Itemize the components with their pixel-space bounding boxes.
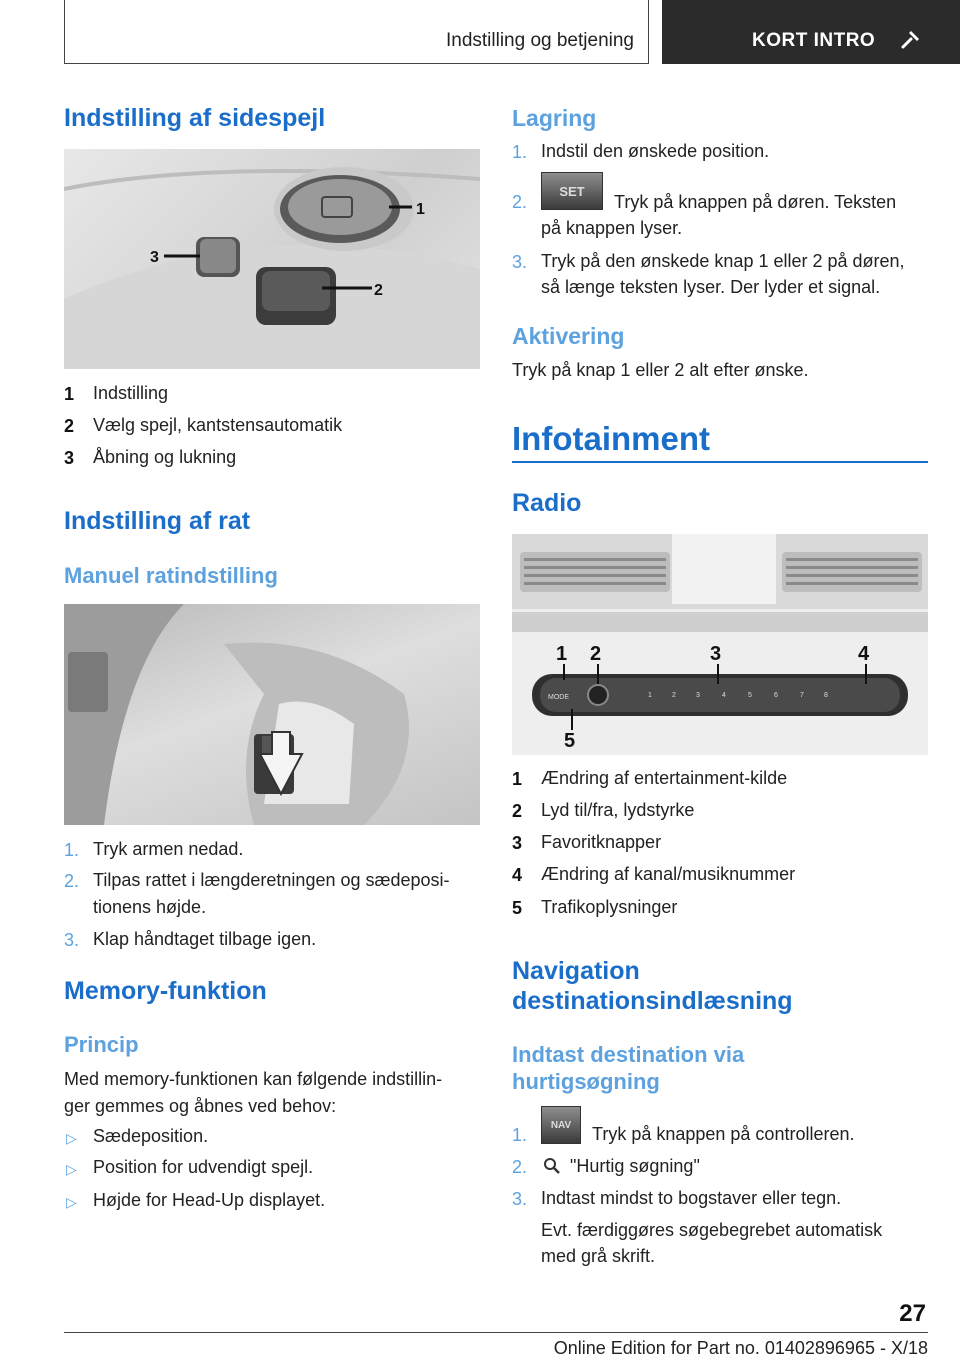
wheel-step-text: Tryk armen nedad. bbox=[93, 839, 244, 859]
footer-edition: Online Edition for Part no. 01402896965 - X/18 bbox=[553, 1338, 928, 1358]
radio-preset-label: 1 bbox=[648, 692, 652, 699]
storage-step-num: 1. bbox=[512, 142, 528, 162]
mirror-callout-1: 1 bbox=[416, 201, 425, 218]
radio-preset-label: 6 bbox=[774, 692, 778, 699]
radio-preset-label: 5 bbox=[748, 692, 752, 699]
radio-callout-1: 1 bbox=[556, 643, 568, 665]
radio-preset-label: 4 bbox=[722, 692, 726, 699]
radio-preset-label: 8 bbox=[824, 692, 828, 699]
steering-lever-image bbox=[64, 604, 480, 825]
mirror-controls-image bbox=[64, 149, 480, 369]
storage-step-num: 3. bbox=[512, 252, 528, 272]
section-rule bbox=[512, 461, 928, 463]
radio-preset-label: 7 bbox=[800, 692, 804, 699]
memory-bullet: Position for udvendigt spejl. bbox=[93, 1157, 314, 1177]
storage-step-text: Tryk på den ønskede knap 1 eller 2 på døren, bbox=[541, 251, 905, 271]
mirror-item-text: Åbning og lukning bbox=[93, 447, 237, 467]
radio-item-text: Lyd til/fra, lydstyrke bbox=[541, 800, 695, 820]
radio-item-text: Ændring af kanal/musiknummer bbox=[541, 864, 796, 884]
navigation-title: destinationsindlæsning bbox=[512, 987, 793, 1015]
memory-title: Memory-funktion bbox=[64, 977, 267, 1005]
mirror-item-num: 1 bbox=[64, 384, 75, 404]
nav-step-num: 2. bbox=[512, 1157, 528, 1177]
header-section-box bbox=[64, 0, 649, 64]
wheel-step-text: Tilpas rattet i længderetningen og sædeposi- bbox=[93, 870, 450, 890]
bullet-triangle-icon: ▷ bbox=[66, 1161, 77, 1177]
radio-callout-4: 4 bbox=[858, 643, 870, 665]
nav-step-text: Indtast mindst to bogstaver eller tegn. bbox=[541, 1188, 842, 1208]
radio-title: Radio bbox=[512, 489, 582, 517]
set-button-image: SET bbox=[541, 172, 603, 210]
radio-item-num: 2 bbox=[512, 801, 523, 821]
nav-step-text: Evt. færdiggøres søgebegrebet automatisk bbox=[541, 1220, 883, 1240]
activation-title: Aktivering bbox=[512, 323, 625, 349]
storage-step-num: 2. bbox=[512, 192, 528, 212]
memory-bullet: Sædeposition. bbox=[93, 1126, 209, 1146]
mirror-item-text: Vælg spejl, kantstensautomatik bbox=[93, 415, 343, 435]
footer-rule bbox=[64, 1332, 928, 1333]
wheel-step-num: 1. bbox=[64, 840, 80, 860]
nav-step-text: "Hurtig søgning" bbox=[570, 1156, 700, 1176]
radio-mode-label: MODE bbox=[548, 694, 569, 701]
radio-preset-label: 3 bbox=[696, 692, 700, 699]
radio-item-num: 4 bbox=[512, 865, 523, 885]
storage-step-text: Indstil den ønskede position. bbox=[541, 141, 770, 161]
wheel-step-text: tionens højde. bbox=[93, 897, 207, 917]
header-section-title: Indstilling og betjening bbox=[445, 30, 634, 51]
radio-callout-2: 2 bbox=[590, 643, 602, 665]
storage-step-text: på knappen lyser. bbox=[541, 218, 683, 238]
mirror-title: Indstilling af sidespejl bbox=[64, 104, 326, 132]
header-chapter-box bbox=[662, 0, 960, 64]
mirror-item-text: Indstilling bbox=[93, 383, 169, 403]
radio-item-num: 3 bbox=[512, 833, 523, 853]
wheel-step-text: Klap håndtaget tilbage igen. bbox=[93, 929, 317, 949]
radio-item-num: 1 bbox=[512, 769, 523, 789]
search-icon bbox=[543, 1157, 561, 1175]
infotainment-title: Infotainment bbox=[512, 420, 710, 457]
navigation-title: Navigation bbox=[512, 957, 640, 985]
memory-subtitle: Princip bbox=[64, 1032, 139, 1057]
bullet-triangle-icon: ▷ bbox=[66, 1130, 77, 1146]
radio-callout-3: 3 bbox=[710, 643, 722, 665]
navigation-subtitle: Indtast destination via bbox=[512, 1042, 745, 1067]
activation-text: Tryk på knap 1 eller 2 alt efter ønske. bbox=[512, 360, 809, 380]
wheel-step-num: 3. bbox=[64, 930, 80, 950]
nav-step-text: Tryk på knappen på controlleren. bbox=[592, 1124, 855, 1144]
navigation-subtitle: hurtigsøgning bbox=[512, 1069, 660, 1094]
nav-step-num: 1. bbox=[512, 1125, 528, 1145]
wheel-title: Indstilling af rat bbox=[64, 507, 251, 535]
wheel-step-num: 2. bbox=[64, 871, 80, 891]
mirror-item-num: 2 bbox=[64, 416, 75, 436]
radio-callout-5: 5 bbox=[564, 730, 576, 752]
radio-item-text: Ændring af entertainment-kilde bbox=[541, 768, 788, 788]
nav-step-num: 3. bbox=[512, 1189, 528, 1209]
radio-item-num: 5 bbox=[512, 898, 523, 918]
mirror-callout-3: 3 bbox=[150, 249, 159, 266]
nav-button-image: NAV bbox=[541, 1106, 581, 1144]
storage-step-text: Tryk på knappen på døren. Teksten bbox=[614, 192, 897, 212]
memory-bullet: Højde for Head-Up displayet. bbox=[93, 1190, 326, 1210]
memory-intro-line: Med memory-funktionen kan følgende indstillin- bbox=[64, 1069, 443, 1089]
bullet-triangle-icon: ▷ bbox=[66, 1194, 77, 1210]
radio-item-text: Favoritknapper bbox=[541, 832, 662, 852]
memory-intro-line: ger gemmes og åbnes ved behov: bbox=[64, 1096, 337, 1116]
page-number: 27 bbox=[899, 1300, 926, 1327]
radio-panel-image bbox=[512, 534, 928, 755]
radio-preset-label: 2 bbox=[672, 692, 676, 699]
wheel-subtitle: Manuel ratindstilling bbox=[64, 563, 278, 588]
header-chapter-title: KORT INTRO bbox=[752, 30, 876, 51]
storage-step-text: så længe teksten lyser. Der lyder et signal. bbox=[541, 277, 881, 297]
storage-title: Lagring bbox=[512, 105, 597, 131]
radio-item-text: Trafikoplysninger bbox=[541, 897, 678, 917]
wrench-hammer-icon bbox=[898, 28, 922, 52]
nav-step-text: med grå skrift. bbox=[541, 1246, 656, 1266]
mirror-callout-2: 2 bbox=[374, 282, 383, 299]
mirror-item-num: 3 bbox=[64, 448, 75, 468]
